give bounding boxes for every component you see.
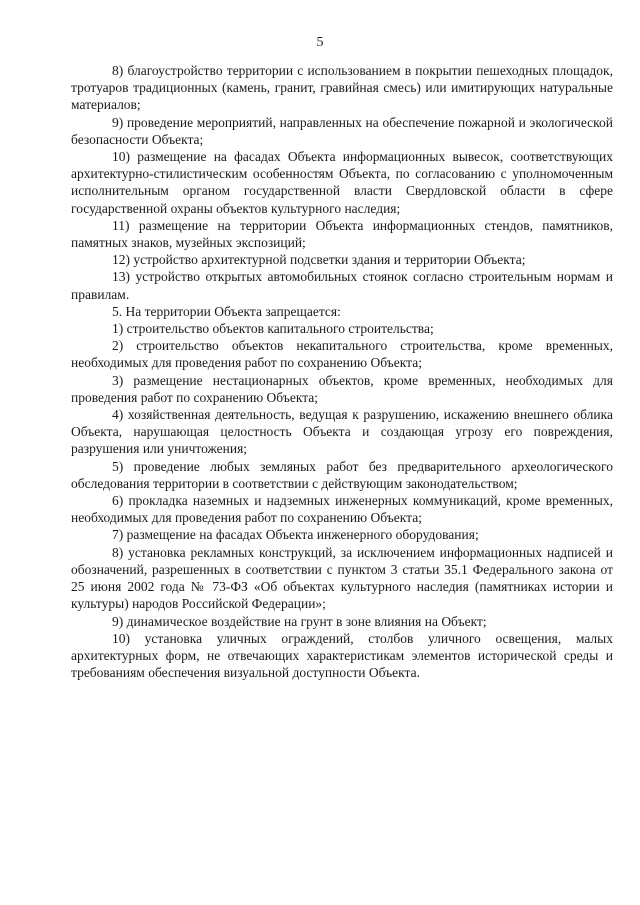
prohibition-item-8: 8) установка рекламных конструкций, за исключением информационных надписей и обозначений, разрешенных в соответствии с пунктом 3 статьи 35.1 Федерального закона от 25 июня 2002 года № 73-ФЗ «Об объектах культурного наследия (памятниках истории и культуры) народов Российской Федерации»; [71,544,613,612]
prohibition-item-5: 5) проведение любых земляных работ без предварительного археологического обследования территории в соответствии с действующим законодательством; [71,458,613,491]
section-5-heading: 5. На территории Объекта запрещается: [112,303,341,319]
paragraph-item-10-signage: 10) размещение на фасадах Объекта информационных вывесок, соответствующих архитектурно-стилистическим особенностям Объекта, по согласованию с уполномоченным исполнительным органом государственной власти Свердловской области в сфере государственной охраны объектов культурного наследия; [71,149,613,216]
prohibition-item-10: 10) установка уличных ограждений, столбов уличного освещения, малых архитектурных форм, не отвечающих характеристикам элементов исторической среды и требованиям обеспечения визуальной доступности Объекта. [71,630,613,681]
prohibition-item-2: 2) строительство объектов некапитального строительства, кроме временных, необходимых для проведения работ по сохранению Объекта; [71,338,613,371]
paragraph-item-11-stands: 11) размещение на территории Объекта информационных стендов, памятников, памятных знаков, музейных экспозиций; [71,217,613,251]
prohibition-item-4: 4) хозяйственная деятельность, ведущая к разрушению, искажению внешнего облика Объекта, нарушающая целостность Объекта и создающая угрозу его повреждения, разрушения или уничтожения; [71,407,613,457]
paragraph-item-9-safety: 9) проведение мероприятий, направленных на обеспечение пожарной и экологической безопасности Объекта; [71,114,613,147]
prohibition-item-3: 3) размещение нестационарных объектов, кроме временных, необходимых для проведения работ по сохранению Объекта; [71,372,613,405]
prohibition-item-6: 6) прокладка наземных и надземных инженерных коммуникаций, кроме временных, необходимых для проведения работ по сохранению Объекта; [71,493,613,526]
prohibition-item-9: 9) динамическое воздействие на грунт в зоне влияния на Объект; [112,613,487,629]
document-body [71,62,613,681]
page-number: 5 [316,35,324,50]
paragraph-item-13-parking: 13) устройство открытых автомобильных стоянок согласно строительным нормам и правилам. [71,269,613,302]
paragraph-item-8-landscaping: 8) благоустройство территории с использованием в покрытии пешеходных площадок, тротуаров традиционных (камень, гранит, гравийная смесь) или имитирующих натуральные материалов; [71,63,613,113]
prohibition-item-1: 1) строительство объектов капитального строительства; [112,321,434,337]
prohibition-item-7: 7) размещение на фасадах Объекта инженерного оборудования; [112,527,479,543]
paragraph-item-12-lighting: 12) устройство архитектурной подсветки здания и территории Объекта; [112,252,526,268]
